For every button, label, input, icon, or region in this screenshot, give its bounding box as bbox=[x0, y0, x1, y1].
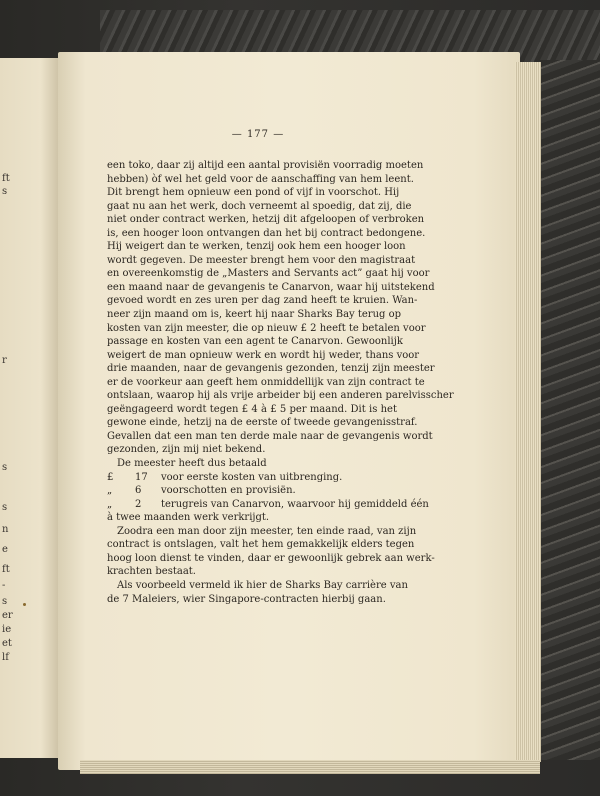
text-line: contract is ontslagen, valt het hem gemakkelijk elders tegen bbox=[107, 539, 415, 551]
payment-amount: 2 bbox=[135, 498, 142, 510]
left-page-fragment: lf bbox=[2, 652, 9, 663]
text-line: ontslaan, waarop hij als vrije arbeider bij een anderen parelvisscher bbox=[107, 390, 454, 402]
payment-description: voor eerste kosten van uitbrenging. bbox=[161, 471, 343, 483]
left-page-fragment: s bbox=[2, 502, 8, 513]
page-block-bottom bbox=[80, 760, 540, 774]
left-page-fragment: ie bbox=[2, 624, 12, 635]
text-line: Dit brengt hem opnieuw een pond of vijf in voorschot. Hij bbox=[107, 187, 400, 199]
payment-description: terugreis van Canarvon, waarvoor hij gemiddeld één bbox=[161, 498, 429, 510]
payment-description: voorschotten en provisiën. bbox=[161, 485, 296, 497]
text-line: een toko, daar zij altijd een aantal provisiën voorradig moeten bbox=[107, 160, 424, 171]
left-page-fragment: r bbox=[2, 355, 7, 366]
text-line: à twee maanden werk verkrijgt. bbox=[107, 512, 270, 524]
text-line: gaat nu aan het werk, doch verneemt al spoedig, dat zij, die bbox=[107, 200, 412, 212]
payment-amount: 6 bbox=[135, 485, 142, 497]
left-page-fragment: s bbox=[2, 186, 8, 197]
left-page-fragment: s bbox=[2, 596, 8, 607]
text-line: Hij weigert dan te werken, tenzij ook hem een hooger loon bbox=[107, 241, 406, 253]
text-line: De meester heeft dus betaald bbox=[117, 458, 267, 470]
text-line: hoog loon dienst te vinden, daar er gewoonlijk gebrek aan werk- bbox=[107, 552, 435, 564]
text-line: krachten bestaat. bbox=[107, 566, 196, 578]
text-line: Als voorbeeld vermeld ik hier de Sharks Bay carrière van bbox=[117, 579, 408, 591]
text-line: hebben) òf wel het geld voor de aanschaffing van hem leent. bbox=[107, 173, 414, 185]
payment-amount: 17 bbox=[135, 471, 148, 483]
paper-speck bbox=[23, 603, 26, 606]
text-line: is, een hooger loon ontvangen dan het bij contract bedongene. bbox=[107, 227, 426, 239]
marbled-cover-right bbox=[540, 60, 600, 760]
text-line: gewone einde, hetzij na de eerste of tweede gevangenisstraf. bbox=[107, 417, 418, 429]
text-line: gevoed wordt en zes uren per dag zand heeft te kruien. Wan- bbox=[107, 295, 418, 307]
page-block-edge bbox=[515, 62, 541, 762]
text-line: wordt gegeven. De meester brengt hem voor den magistraat bbox=[107, 254, 416, 266]
left-page-fragment: ft bbox=[2, 173, 10, 184]
text-line: Gevallen dat een man ten derde male naar de gevangenis wordt bbox=[107, 430, 433, 442]
text-line: drie maanden, naar de gevangenis gezonden, tenzij zijn meester bbox=[107, 363, 435, 375]
page-number: — 177 — bbox=[231, 129, 285, 140]
text-line: passage en kosten van een agent te Canarvon. Gewoonlijk bbox=[107, 336, 403, 348]
left-page-fragment: n bbox=[2, 524, 9, 535]
text-line: niet onder contract werken, hetzij dit afgeloopen of verbroken bbox=[107, 214, 425, 226]
text-line: de 7 Maleiers, wier Singapore-contracten hierbij gaan. bbox=[107, 593, 386, 605]
text-line: en overeenkomstig de „Masters and Servants act” gaat hij voor bbox=[107, 268, 430, 280]
text-line: een maand naar de gevangenis te Canarvon, waar hij uitstekend bbox=[107, 281, 435, 293]
left-page-fragment: e bbox=[2, 544, 8, 555]
left-page-fragment: er bbox=[2, 610, 13, 621]
left-page-fragment: s bbox=[2, 462, 8, 473]
payment-item bbox=[107, 498, 429, 512]
left-page-fragment: et bbox=[2, 638, 12, 649]
body-text bbox=[107, 159, 454, 606]
text-line: er de voorkeur aan geeft hem onmiddellijk van zijn contract te bbox=[107, 376, 425, 388]
payment-item bbox=[107, 471, 397, 485]
left-page-fragment: - bbox=[2, 580, 6, 591]
text-line: geëngageerd wordt tegen £ 4 à £ 5 per maand. Dit is het bbox=[107, 403, 397, 415]
ditto-mark: „ bbox=[107, 498, 113, 510]
ditto-mark: „ bbox=[107, 485, 113, 497]
text-line: weigert de man opnieuw werk en wordt hij weder, thans voor bbox=[107, 349, 420, 361]
left-page-fragment: ft bbox=[2, 564, 10, 575]
text-line: gezonden, zijn mij niet bekend. bbox=[107, 444, 266, 456]
payment-item bbox=[107, 484, 397, 498]
currency-symbol: £ bbox=[107, 471, 114, 483]
text-line: neer zijn maand om is, keert hij naar Sharks Bay terug op bbox=[107, 309, 402, 321]
text-line: Zoodra een man door zijn meester, ten einde raad, van zijn bbox=[117, 525, 417, 537]
text-line: kosten van zijn meester, die op nieuw £ 2 heeft te betalen voor bbox=[107, 322, 426, 334]
left-page bbox=[0, 58, 58, 758]
